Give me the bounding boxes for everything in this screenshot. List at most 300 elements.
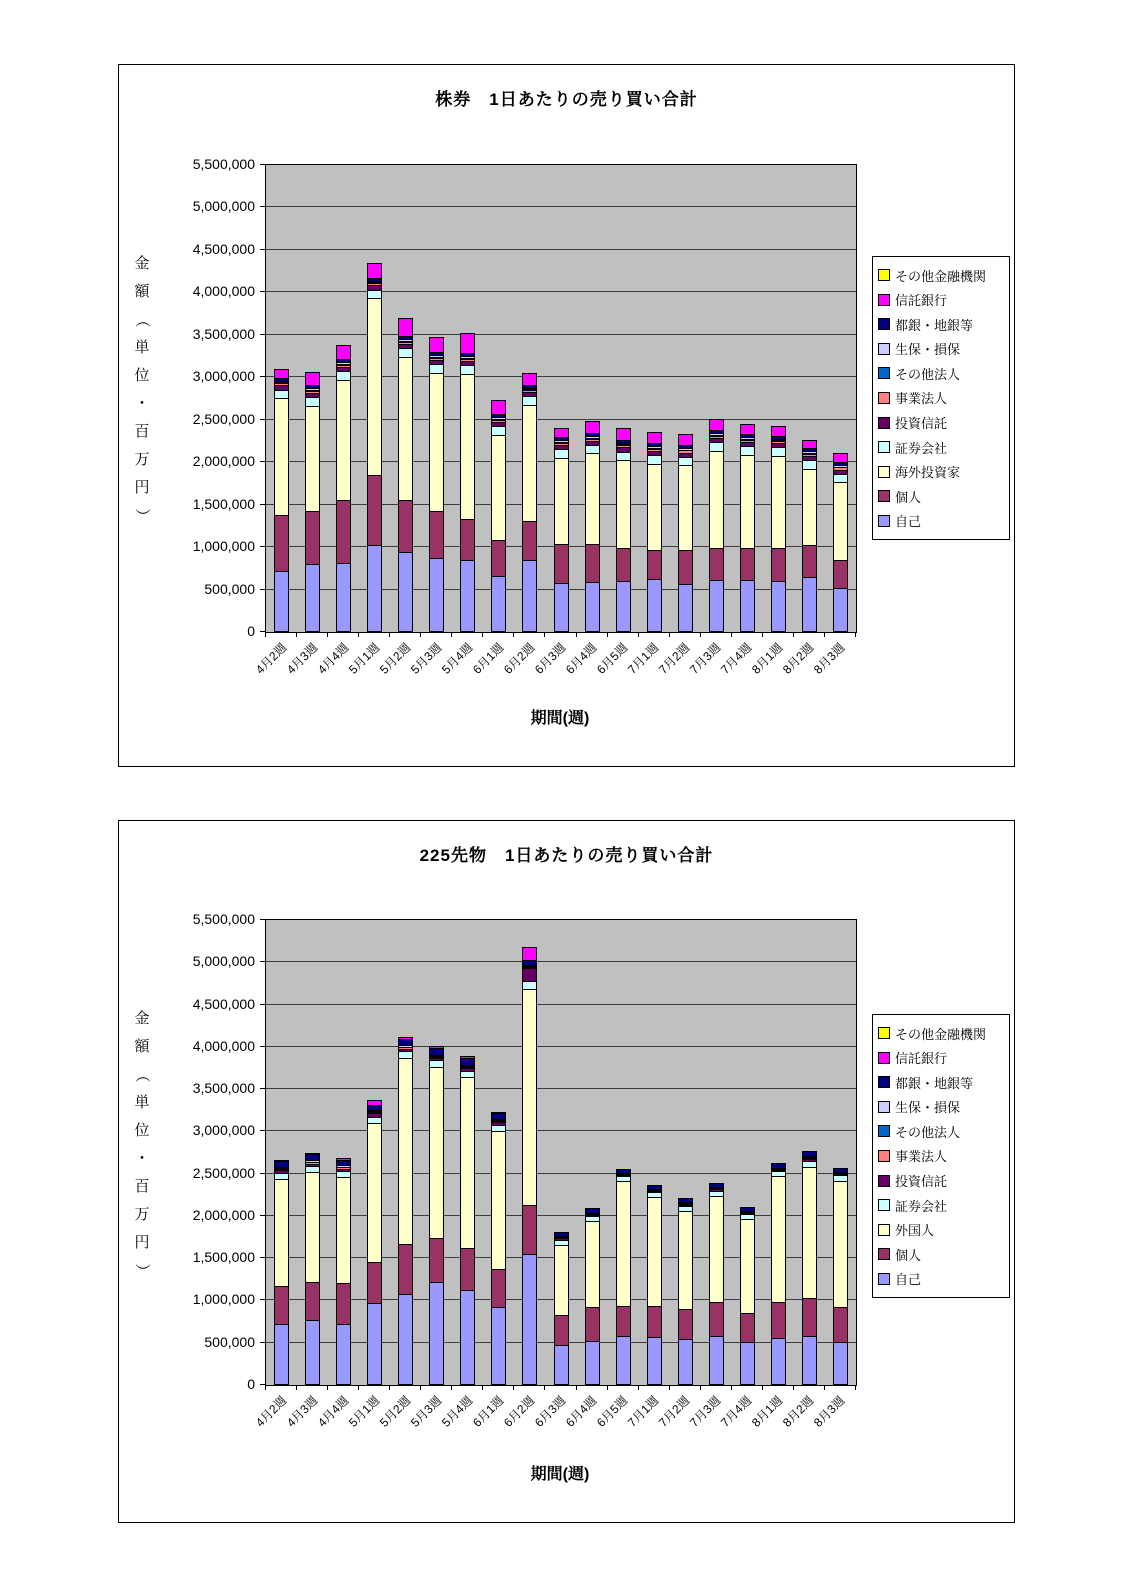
bar-segment-divider	[803, 451, 816, 452]
bar-segment-個人	[555, 545, 568, 584]
bar-segment-divider	[430, 360, 443, 361]
bar-segment-divider	[306, 388, 319, 389]
bar-segment-divider	[275, 571, 288, 572]
x-tick-mark	[669, 633, 670, 637]
bar-segment-divider	[430, 357, 443, 358]
bar-segment-divider	[275, 383, 288, 384]
bar-segment-divider	[306, 564, 319, 565]
bar-segment-海外投資家	[555, 459, 568, 545]
bar-segment-divider	[648, 1189, 661, 1190]
bar-8月3週	[833, 453, 848, 632]
bar-segment-divider	[741, 434, 754, 435]
y-axis-title-char: ・	[134, 1150, 150, 1167]
bar-5月1週	[367, 1100, 382, 1385]
bar-segment-個人	[803, 1299, 816, 1337]
legend	[872, 1014, 1010, 1298]
x-tick-mark	[855, 1386, 856, 1390]
y-tick-label: 2,000,000	[192, 453, 255, 469]
legend-label: その他法人	[895, 1124, 961, 1140]
bar-segment-divider	[586, 453, 599, 454]
bar-segment-divider	[461, 519, 474, 520]
legend-swatch-投資信託	[878, 417, 890, 429]
bar-7月1週	[647, 432, 662, 632]
legend-swatch-証券会社	[878, 1199, 890, 1211]
x-tick-label: 6月1週	[469, 640, 507, 677]
bar-segment-divider	[555, 1345, 568, 1346]
bar-5月4週	[460, 333, 475, 632]
y-axis-title-char: 百	[134, 423, 150, 440]
legend-swatch-投資信託	[878, 1175, 890, 1187]
bar-segment-自己	[306, 565, 319, 631]
legend-swatch-その他金融機関	[878, 1027, 890, 1039]
bar-segment-divider	[399, 1045, 412, 1046]
x-tick-label: 4月2週	[252, 640, 290, 677]
legend-swatch-外国人	[878, 1224, 890, 1236]
chart-title: 株券 1日あたりの売り買い合計	[435, 90, 698, 109]
bar-segment-divider	[368, 545, 381, 546]
legend-item	[878, 1097, 1004, 1116]
bar-segment-divider	[399, 342, 412, 343]
legend-label: 都銀・地銀等	[895, 1075, 974, 1091]
bar-segment-divider	[368, 1110, 381, 1111]
bar-8月2週	[802, 1151, 817, 1385]
bar-segment-自己	[803, 1337, 816, 1384]
bar-segment-divider	[399, 1047, 412, 1048]
bar-segment-divider	[306, 511, 319, 512]
legend-label: 外国人	[895, 1223, 935, 1239]
bar-segment-外国人	[741, 1220, 754, 1314]
bar-segment-外国人	[617, 1182, 630, 1307]
bar-segment-divider	[555, 544, 568, 545]
bar-segment-自己	[368, 1304, 381, 1384]
bar-segment-divider	[679, 1205, 692, 1206]
gridline	[266, 961, 856, 962]
bar-segment-divider	[523, 560, 536, 561]
bar-segment-divider	[834, 1307, 847, 1308]
bar-segment-divider	[648, 579, 661, 580]
bar-segment-divider	[617, 460, 630, 461]
bar-segment-divider	[461, 1065, 474, 1066]
bar-5月1週	[367, 263, 382, 632]
bar-segment-divider	[834, 462, 847, 463]
bar-segment-外国人	[337, 1178, 350, 1284]
legend-swatch-生保・損保	[878, 1101, 890, 1113]
bar-segment-個人	[772, 1303, 785, 1339]
y-axis-title-char: （	[133, 1067, 151, 1083]
bar-segment-自己	[834, 1343, 847, 1384]
bar-segment-海外投資家	[803, 470, 816, 546]
bar-segment-divider	[710, 1187, 723, 1188]
legend-item	[878, 290, 1004, 309]
x-tick-mark	[451, 1386, 452, 1390]
y-tick-label: 1,000,000	[192, 538, 255, 554]
bar-segment-自己	[275, 1325, 288, 1384]
legend-label: その他金融機関	[895, 1026, 987, 1042]
x-tick-label: 5月3週	[407, 1393, 445, 1430]
bar-segment-divider	[523, 981, 536, 982]
bar-segment-divider	[834, 1173, 847, 1174]
bar-segment-divider	[275, 1168, 288, 1169]
gridline	[266, 1004, 856, 1005]
bar-segment-divider	[399, 500, 412, 501]
bar-segment-divider	[803, 1161, 816, 1162]
bar-segment-divider	[492, 1121, 505, 1122]
y-axis-title-char: 単	[134, 339, 150, 356]
bar-segment-divider	[803, 453, 816, 454]
bar-segment-divider	[803, 1156, 816, 1157]
bar-segment-divider	[275, 515, 288, 516]
bar-segment-divider	[710, 430, 723, 431]
bar-segment-divider	[555, 1238, 568, 1239]
bar-segment-divider	[586, 438, 599, 439]
bar-segment-divider	[492, 540, 505, 541]
x-tick-mark	[513, 1386, 514, 1390]
bar-segment-divider	[679, 457, 692, 458]
bar-segment-divider	[648, 455, 661, 456]
legend-item	[878, 1269, 1004, 1288]
bar-segment-divider	[399, 1049, 412, 1050]
x-tick-label: 4月4週	[314, 1393, 352, 1430]
x-tick-label: 8月2週	[779, 640, 817, 677]
bar-segment-divider	[523, 396, 536, 397]
legend-item	[878, 1048, 1004, 1067]
bar-segment-海外投資家	[710, 452, 723, 549]
bar-segment-divider	[337, 364, 350, 365]
bar-segment-自己	[679, 1340, 692, 1384]
legend-item	[878, 1146, 1004, 1165]
x-tick-label: 7月4週	[717, 640, 755, 677]
bar-segment-divider	[337, 1177, 350, 1178]
bar-segment-個人	[337, 1284, 350, 1325]
bar-segment-divider	[461, 1071, 474, 1072]
bar-segment-divider	[648, 550, 661, 551]
plot-area	[265, 919, 857, 1386]
y-axis-title-char: 額	[134, 283, 150, 300]
bar-segment-海外投資家	[461, 375, 474, 520]
x-tick-label: 5月1週	[345, 640, 383, 677]
bar-segment-divider	[803, 1158, 816, 1159]
bar-segment-divider	[834, 1175, 847, 1176]
bar-segment-自己	[710, 1337, 723, 1384]
y-tick-mark	[260, 1173, 265, 1174]
bar-segment-divider	[337, 365, 350, 366]
bar-segment-信託銀行	[306, 372, 319, 386]
y-tick-label: 1,500,000	[192, 496, 255, 512]
bar-segment-自己	[430, 1283, 443, 1384]
bar-segment-divider	[803, 454, 816, 455]
bar-segment-divider	[586, 1213, 599, 1214]
bar-segment-divider	[834, 560, 847, 561]
gridline	[266, 206, 856, 207]
bar-segment-個人	[803, 546, 816, 578]
x-tick-mark	[327, 1386, 328, 1390]
bar-4月2週	[274, 1160, 289, 1385]
bar-7月3週	[709, 1183, 724, 1385]
bar-segment-divider	[306, 1164, 319, 1165]
bar-segment-個人	[461, 520, 474, 561]
bar-segment-divider	[306, 1282, 319, 1283]
bar-segment-divider	[399, 341, 412, 342]
bar-segment-divider	[523, 968, 536, 969]
bar-segment-divider	[337, 362, 350, 363]
gridline	[266, 1046, 856, 1047]
bar-segment-divider	[555, 449, 568, 450]
bar-segment-divider	[275, 1170, 288, 1171]
x-axis-title: 期間(週)	[530, 1466, 590, 1483]
bar-segment-自己	[772, 1339, 785, 1384]
bar-segment-divider	[399, 344, 412, 345]
bar-segment-divider	[710, 1302, 723, 1303]
chart-card-stocks	[118, 64, 1015, 767]
bar-segment-divider	[617, 1174, 630, 1175]
bar-7月3週	[709, 419, 724, 632]
bar-segment-外国人	[834, 1182, 847, 1308]
bar-segment-divider	[492, 1120, 505, 1121]
bar-segment-divider	[430, 1055, 443, 1056]
legend-swatch-証券会社	[878, 441, 890, 453]
bar-segment-divider	[430, 511, 443, 512]
bar-segment-divider	[710, 435, 723, 436]
bar-segment-海外投資家	[586, 454, 599, 545]
bar-segment-divider	[555, 1245, 568, 1246]
bar-segment-divider	[710, 1189, 723, 1190]
y-tick-label: 2,500,000	[192, 1165, 255, 1181]
bar-segment-divider	[368, 1113, 381, 1114]
bar-segment-divider	[555, 1240, 568, 1241]
bar-segment-divider	[492, 1131, 505, 1132]
x-tick-label: 6月5週	[593, 640, 631, 677]
bar-segment-海外投資家	[306, 407, 319, 512]
bar-segment-divider	[803, 448, 816, 449]
bar-segment-divider	[741, 580, 754, 581]
bar-segment-divider	[337, 1167, 350, 1168]
y-tick-mark	[260, 249, 265, 250]
bar-segment-divider	[523, 392, 536, 393]
bar-segment-divider	[586, 544, 599, 545]
bar-segment-外国人	[555, 1246, 568, 1316]
legend-swatch-生保・損保	[878, 343, 890, 355]
bar-segment-個人	[586, 545, 599, 583]
bar-segment-divider	[803, 1167, 816, 1168]
bar-segment-divider	[337, 371, 350, 372]
bar-segment-divider	[399, 1058, 412, 1059]
bar-segment-個人	[275, 516, 288, 572]
legend-swatch-事業法人	[878, 1150, 890, 1162]
bar-8月1週	[771, 1163, 786, 1385]
bar-segment-divider	[368, 298, 381, 299]
bar-segment-divider	[337, 1171, 350, 1172]
bar-segment-divider	[492, 422, 505, 423]
bar-segment-divider	[523, 385, 536, 386]
bar-segment-divider	[648, 446, 661, 447]
bar-segment-個人	[772, 549, 785, 582]
bar-segment-信託銀行	[399, 318, 412, 337]
bar-segment-divider	[523, 521, 536, 522]
x-tick-mark	[358, 633, 359, 637]
legend-item	[878, 1171, 1004, 1190]
bar-segment-divider	[555, 443, 568, 444]
bar-7月2週	[678, 1198, 693, 1385]
bar-segment-外国人	[430, 1068, 443, 1239]
legend-label: 個人	[895, 489, 922, 505]
legend-label: 都銀・地銀等	[895, 317, 974, 333]
bar-segment-divider	[399, 1051, 412, 1052]
bar-6月3週	[554, 1232, 569, 1385]
bar-segment-個人	[368, 1263, 381, 1304]
bar-segment-divider	[710, 451, 723, 452]
bar-segment-divider	[492, 1307, 505, 1308]
x-tick-label: 5月3週	[407, 640, 445, 677]
bar-segment-外国人	[461, 1078, 474, 1249]
bar-segment-divider	[617, 1176, 630, 1177]
bar-segment-divider	[772, 548, 785, 549]
y-tick-mark	[260, 1088, 265, 1089]
bar-segment-外国人	[710, 1197, 723, 1303]
bar-segment-個人	[275, 1287, 288, 1325]
legend-swatch-その他法人	[878, 1125, 890, 1137]
bar-segment-divider	[523, 1254, 536, 1255]
bar-segment-divider	[679, 584, 692, 585]
bar-segment-divider	[555, 445, 568, 446]
bar-segment-divider	[430, 1067, 443, 1068]
bar-segment-自己	[617, 582, 630, 631]
x-tick-mark	[265, 633, 266, 637]
bar-segment-自己	[430, 559, 443, 631]
bar-segment-divider	[461, 361, 474, 362]
bar-segment-海外投資家	[679, 466, 692, 551]
bar-segment-divider	[337, 1165, 350, 1166]
bar-segment-divider	[834, 1342, 847, 1343]
bar-segment-divider	[648, 1191, 661, 1192]
gridline	[266, 291, 856, 292]
bar-segment-divider	[772, 1168, 785, 1169]
x-tick-label: 4月2週	[252, 1393, 290, 1430]
bar-segment-個人	[523, 522, 536, 561]
x-tick-mark	[855, 633, 856, 637]
y-tick-mark	[260, 1342, 265, 1343]
bar-segment-個人	[648, 551, 661, 580]
bar-segment-divider	[741, 455, 754, 456]
bar-segment-divider	[679, 450, 692, 451]
bar-segment-divider	[306, 1154, 319, 1155]
bar-segment-divider	[275, 1286, 288, 1287]
bar-segment-divider	[586, 1341, 599, 1342]
y-tick-label: 3,500,000	[192, 326, 255, 342]
x-tick-mark	[576, 633, 577, 637]
x-tick-mark	[638, 633, 639, 637]
bar-segment-divider	[368, 285, 381, 286]
bar-segment-divider	[586, 1215, 599, 1216]
bar-segment-divider	[461, 1067, 474, 1068]
bar-segment-divider	[741, 1313, 754, 1314]
bar-segment-個人	[399, 1245, 412, 1295]
bar-segment-divider	[648, 451, 661, 452]
bar-segment-divider	[741, 439, 754, 440]
gridline	[266, 1088, 856, 1089]
y-axis-title-char: 円	[134, 1234, 150, 1251]
bar-6月2週	[522, 947, 537, 1385]
bar-segment-divider	[679, 465, 692, 466]
bar-segment-divider	[648, 1337, 661, 1338]
bar-segment-divider	[399, 348, 412, 349]
gridline	[266, 1215, 856, 1216]
legend-swatch-都銀・地銀等	[878, 1076, 890, 1088]
bar-segment-divider	[368, 1105, 381, 1106]
bar-segment-自己	[399, 553, 412, 631]
bar-segment-個人	[337, 501, 350, 564]
bar-segment-自己	[710, 581, 723, 631]
bar-segment-divider	[679, 1204, 692, 1205]
gridline	[266, 1173, 856, 1174]
bar-segment-外国人	[648, 1198, 661, 1307]
bar-segment-divider	[492, 417, 505, 418]
bar-segment-外国人	[399, 1059, 412, 1245]
bar-segment-divider	[461, 1058, 474, 1059]
bar-segment-自己	[492, 577, 505, 631]
bar-segment-divider	[337, 380, 350, 381]
legend-item	[878, 487, 1004, 506]
bar-segment-divider	[430, 558, 443, 559]
bar-segment-個人	[555, 1316, 568, 1346]
bar-segment-海外投資家	[368, 299, 381, 476]
x-tick-mark	[296, 1386, 297, 1390]
bar-segment-海外投資家	[337, 381, 350, 501]
legend-swatch-その他金融機関	[878, 269, 890, 281]
y-tick-mark	[260, 631, 265, 632]
bar-segment-divider	[772, 1176, 785, 1177]
y-axis-title-char: 百	[134, 1178, 150, 1195]
bar-segment-divider	[275, 382, 288, 383]
bar-segment-divider	[430, 352, 443, 353]
bar-segment-個人	[710, 549, 723, 581]
bar-segment-divider	[306, 397, 319, 398]
bar-segment-個人	[617, 1307, 630, 1337]
x-tick-mark	[731, 1386, 732, 1390]
gridline	[266, 419, 856, 420]
bar-segment-自己	[523, 1255, 536, 1384]
legend	[872, 256, 1010, 540]
x-tick-mark	[265, 1386, 266, 1390]
bar-segment-divider	[306, 406, 319, 407]
x-tick-label: 6月5週	[593, 1393, 631, 1430]
bar-segment-海外投資家	[275, 399, 288, 516]
bar-segment-divider	[555, 458, 568, 459]
legend-swatch-信託銀行	[878, 294, 890, 306]
bar-segment-divider	[772, 1170, 785, 1171]
bar-segment-divider	[492, 1125, 505, 1126]
x-tick-label: 7月1週	[624, 640, 662, 677]
y-axis-title-char: ）	[133, 508, 151, 524]
legend-label: その他金融機関	[895, 268, 987, 284]
bar-segment-divider	[275, 1179, 288, 1180]
bar-segment-divider	[430, 1048, 443, 1049]
x-tick-label: 8月1週	[748, 640, 786, 677]
bar-segment-divider	[368, 281, 381, 282]
x-tick-mark	[638, 1386, 639, 1390]
bar-segment-自己	[772, 582, 785, 631]
bar-segment-divider	[834, 465, 847, 466]
bar-segment-divider	[275, 1161, 288, 1162]
bar-segment-divider	[741, 440, 754, 441]
bar-segment-divider	[430, 1056, 443, 1057]
bar-segment-divider	[617, 440, 630, 441]
bar-segment-divider	[461, 353, 474, 354]
x-tick-mark	[762, 633, 763, 637]
bar-segment-divider	[648, 449, 661, 450]
x-tick-mark	[607, 633, 608, 637]
bar-segment-divider	[617, 443, 630, 444]
bar-segment-divider	[492, 420, 505, 421]
